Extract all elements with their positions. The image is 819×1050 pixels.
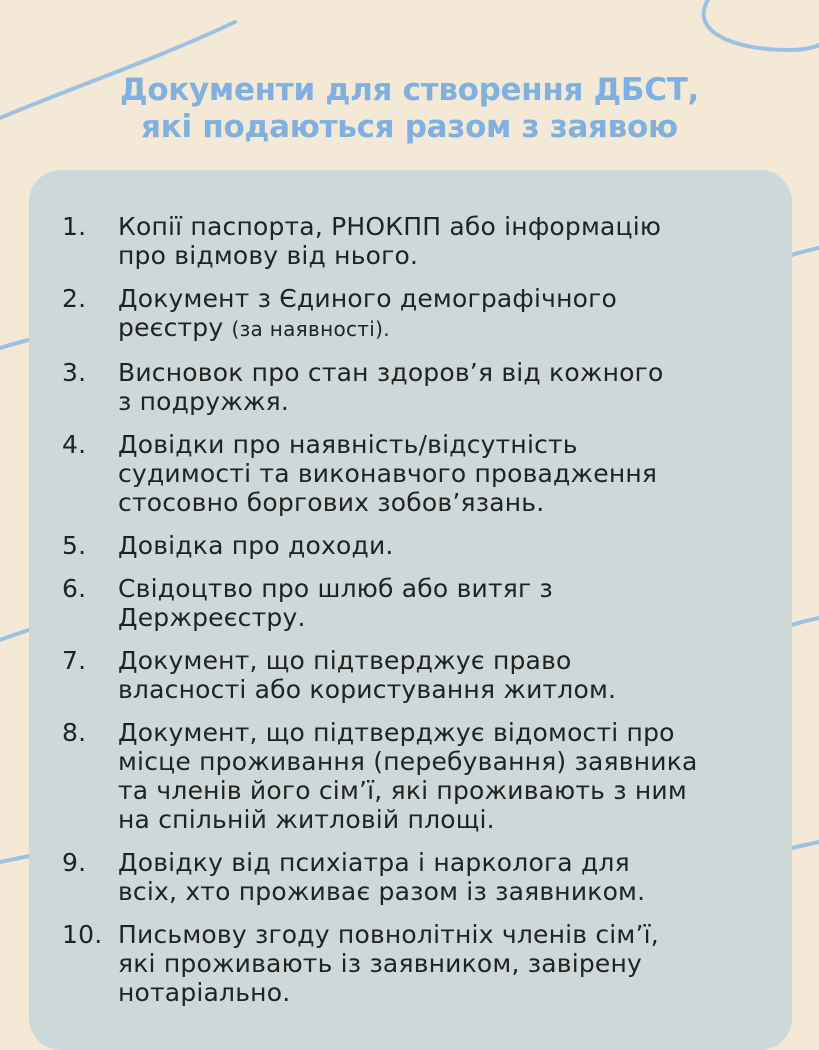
list-item [62, 358, 792, 416]
page-title [0, 72, 819, 146]
item-text-line: з подружжя. [118, 387, 290, 416]
item-text [118, 718, 792, 834]
item-text-line: Висновок про стан здоров’я від кожного [118, 358, 664, 387]
item-number: 9. [62, 848, 87, 877]
item-text-line: на спільній житловій площі. [118, 805, 495, 834]
list-item [62, 920, 792, 1007]
item-text-line: стосовно боргових зобов’язань. [118, 488, 545, 517]
item-number: 8. [62, 718, 87, 747]
title-line-2: які подаються разом з заявою [141, 109, 678, 145]
item-text [118, 212, 792, 270]
item-text-line: про відмову від нього. [118, 241, 419, 270]
item-number: 5. [62, 531, 87, 560]
documents-list [62, 212, 792, 1021]
item-text-line: місце проживання (перебування) заявника [118, 747, 698, 776]
item-text-line: які проживають із заявником, завірену [118, 949, 643, 978]
item-text-line: Документ з Єдиного демографічного [118, 284, 617, 313]
item-text-line: Довідки про наявність/відсутність [118, 430, 578, 459]
item-text-line: Свідоцтво про шлюб або витяг з [118, 574, 553, 603]
item-number: 6. [62, 574, 87, 603]
item-text [118, 574, 792, 632]
item-text-line: Копії паспорта, РНОКПП або інформацію [118, 212, 662, 241]
list-item [62, 848, 792, 906]
item-text-line: та членів його сім’ї, які проживають з ним [118, 776, 687, 805]
item-text-line [118, 313, 792, 344]
title-line-1: Документи для створення ДБСТ, [119, 72, 700, 108]
item-text-line: власності або користування житлом. [118, 675, 617, 704]
item-text [118, 358, 792, 416]
item-number: 1. [62, 212, 87, 241]
list-item [62, 718, 792, 834]
item-text-line: всіх, хто проживає разом із заявником. [118, 877, 646, 906]
item-text-line: нотаріально. [118, 978, 291, 1007]
item-number: 10. [62, 920, 103, 949]
list-item [62, 284, 792, 344]
item-text-line: Документ, що підтверджує право [118, 646, 572, 675]
list-item [62, 531, 792, 560]
item-text-segment: реєстру [118, 313, 224, 342]
item-number: 4. [62, 430, 87, 459]
list-item [62, 212, 792, 270]
item-text-line: Держреєстру. [118, 603, 306, 632]
item-text-line: Письмову згоду повнолітніх членів сім’ї, [118, 920, 659, 949]
item-note: (за наявності). [231, 317, 390, 341]
item-number: 3. [62, 358, 87, 387]
item-text [118, 531, 792, 560]
list-item [62, 430, 792, 517]
list-item [62, 646, 792, 704]
item-text-line: Довідку від психіатра і нарколога для [118, 848, 630, 877]
item-text-line: Довідка про доходи. [118, 531, 394, 560]
item-text-line: Документ, що підтверджує відомості про [118, 718, 675, 747]
item-text [118, 430, 792, 517]
item-number: 2. [62, 284, 87, 313]
list-item [62, 574, 792, 632]
item-number: 7. [62, 646, 87, 675]
item-text [118, 646, 792, 704]
item-text [118, 848, 792, 906]
item-text-line: судимості та виконавчого провадження [118, 459, 658, 488]
item-text [118, 920, 792, 1007]
item-text [118, 284, 792, 344]
